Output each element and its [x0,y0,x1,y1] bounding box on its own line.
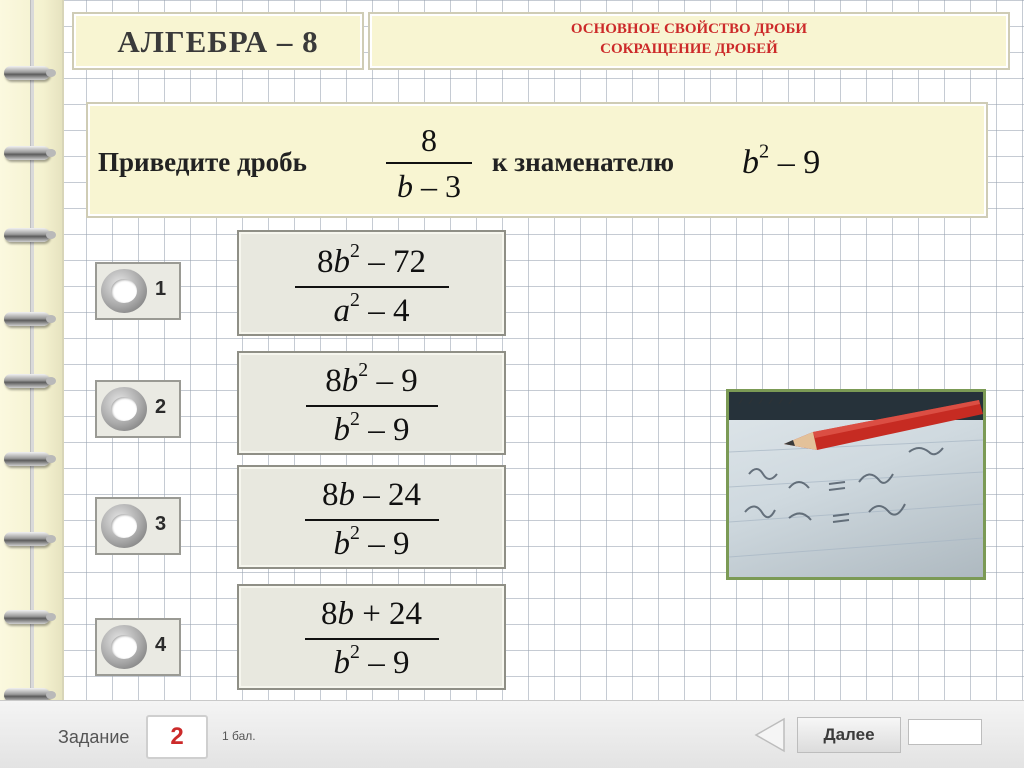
fraction-bar [305,519,439,521]
pencil-notes-image [726,389,986,580]
option-1-radio[interactable] [95,262,181,320]
binder-ring-icon [4,66,50,80]
fraction-denominator: b – 3 [397,168,461,204]
task-label: Задание [58,727,130,747]
notebook-margin [0,0,64,700]
question-prefix: Приведите дробь [98,147,307,177]
option-1-numerator: $8b^2 - 72$ [317,240,426,280]
option-1-card[interactable] [237,230,506,336]
binder-ring-icon [4,146,50,160]
option-number: 1 [155,278,167,300]
option-2-card[interactable] [237,351,506,455]
fraction-bar [295,286,449,288]
binder-ring-icon [4,532,50,546]
question-middle: к знаменателю [492,147,674,177]
target-denominator: $b^2 - 9$ [742,140,821,181]
option-3-radio[interactable] [95,497,181,555]
next-button[interactable]: Далее [797,717,901,753]
topic-line-1: ОСНОВНОЕ СВОЙСТВО ДРОБИ [570,21,808,37]
radio-icon [101,504,147,548]
fraction-bar [305,638,439,640]
option-4-fraction [239,598,504,680]
margin-line [30,0,34,700]
option-4-radio[interactable] [95,618,181,676]
option-number: 4 [155,634,167,656]
radio-icon [101,625,147,669]
points-label: 1 бал. [222,729,256,743]
question-box [86,102,988,218]
topic-line-2: СОКРАЩЕНИЕ ДРОБЕЙ [600,41,778,57]
option-2-numerator: $8b^2 - 9$ [325,359,418,399]
subject-title: АЛГЕБРА – 8 [117,24,319,59]
binder-ring-icon [4,452,50,466]
back-arrow-icon[interactable] [752,717,788,753]
blank-field [908,719,982,745]
option-3-numerator: 8b – 24 [322,477,421,513]
question-fraction [386,124,472,202]
task-number-badge: 2 [146,715,208,759]
binder-ring-icon [4,228,50,242]
radio-icon [101,269,147,313]
option-1-fraction [239,240,504,329]
option-2-fraction [239,359,504,448]
option-number: 2 [155,396,167,418]
option-1-denominator: $a^2 - 4$ [333,289,410,329]
radio-icon [101,387,147,431]
binder-ring-icon [4,312,50,326]
option-2-denominator: $b^2 - 9$ [333,408,410,448]
fraction-bar [386,162,472,164]
binder-ring-icon [4,374,50,388]
option-3-fraction [239,479,504,561]
option-3-card[interactable] [237,465,506,569]
option-4-card[interactable] [237,584,506,690]
pencil-icon [729,392,983,577]
option-number: 3 [155,513,167,535]
fraction-bar [306,405,438,407]
option-3-denominator: $b^2 - 9$ [333,522,410,562]
option-4-numerator: 8b + 24 [320,596,423,632]
bottom-bar [0,700,1024,768]
option-4-denominator: $b^2 - 9$ [333,641,410,681]
binder-ring-icon [4,610,50,624]
fraction-numerator: 8 [421,122,437,158]
topic-box [368,12,1010,70]
option-2-radio[interactable] [95,380,181,438]
subject-title-box [72,12,364,70]
